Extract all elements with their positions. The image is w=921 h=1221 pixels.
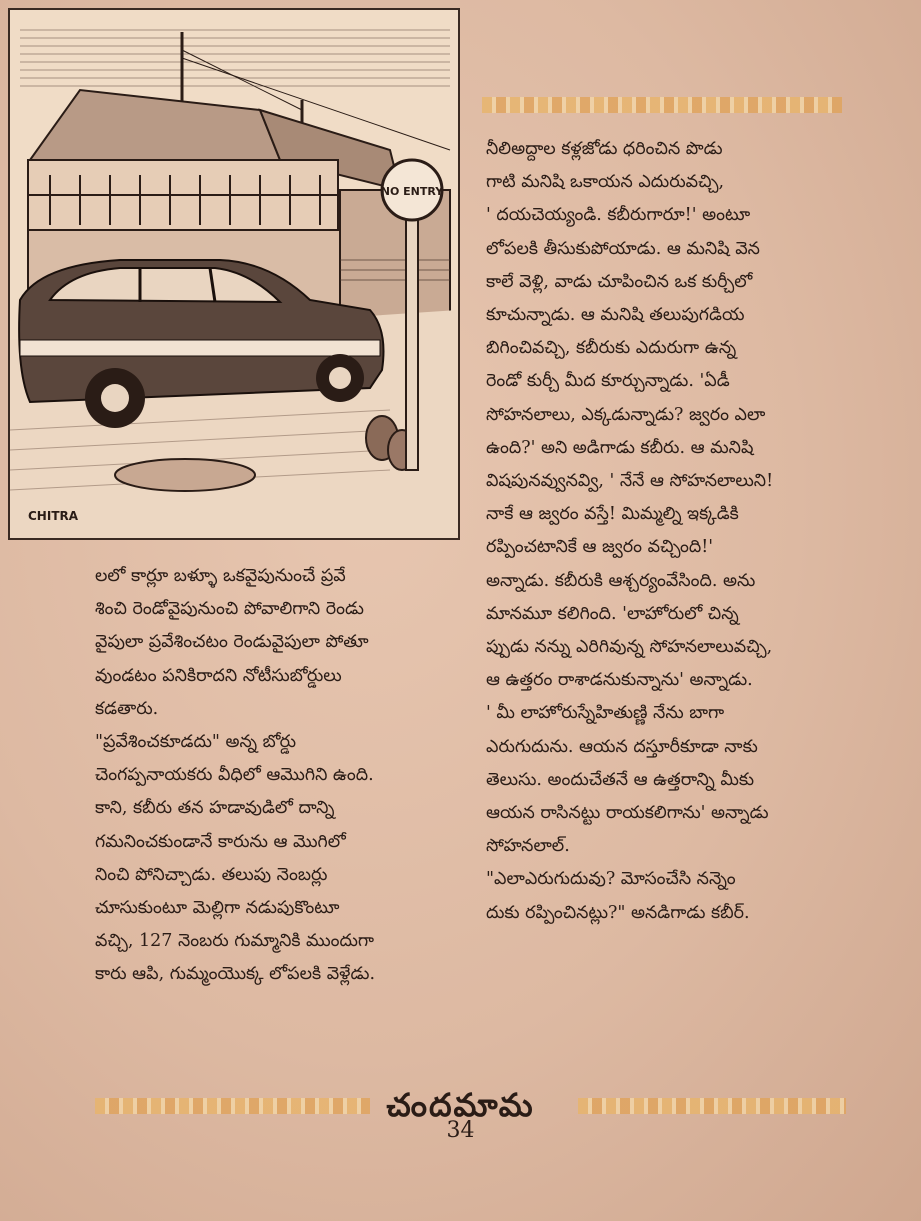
decorative-border-top <box>482 97 842 113</box>
street-illustration <box>8 8 460 540</box>
right-column-text: నీలిఅద్దాల కళ్లజోడు ధరించిన పొడు గాటి మనిషి ఒకాయన ఎదురువచ్చి, ' దయచెయ్యండి. కబీరుగారూ!' అంటూ లోపలకి తీసుకుపోయాడు. ఆ మనిషి వెన కాలే వెళ్లి, వాడు చూపించిన ఒక కుర్చీలో కూచున్నాడు. ఆ మనిషి తలుపుగడియ బిగించివచ్చి, కబీరుకు ఎదురుగా ఉన్న రెండో కుర్చీ మీద కూర్చున్నాడు. 'ఏడీ సోహనలాలు, ఎక్కడున్నాడు? జ్వరం ఎలా ఉంది?' అని అడిగాడు కబీరు. ఆ మనిషి విషపునవ్వునవ్వి, ' నేనే ఆ సోహనలాలుని! నాకే ఆ జ్వరం వస్తే! మిమ్మల్ని ఇక్కడికి రప్పించటానికే ఆ జ్వరం వచ్చింది!' అన్నాడు. కబీరుకి ఆశ్చర్యంవేసింది. అను మానమూ కలిగింది. 'లాహోరులో చిన్న ప్పుడు నన్ను ఎరిగివున్న సోహనలాలువచ్చి, ఆ ఉత్తరం రాశాడనుకున్నాను' అన్నాడు. ' మీ లాహోరుస్నేహితుణ్ణి నేను బాగా ఎరుగుదును. ఆయన దస్తూరీకూడా నాకు తెలుసు. అందుచేతనే ఆ ఉత్తరాన్ని మీకు ఆయన రాసినట్టు రాయకలిగాను' అన్నాడు సోహనలాల్. "ఎలాఎరుగుదువు? మోసంచేసి నన్నెం దుకు రప్పించినట్లు?" అనడిగాడు కబీర్. <box>486 139 774 923</box>
car-street-drawing <box>10 10 458 538</box>
no-entry-sign-text: NO ENTRY <box>380 185 444 198</box>
artist-signature: CHITRA <box>28 509 79 523</box>
page-number: 34 <box>446 1118 475 1143</box>
magazine-title: చందమామ <box>386 1086 535 1124</box>
left-column-text: లలో కార్లూ బళ్ళూ ఒకవైపునుంచే ప్రవే శించి రెండోవైపునుంచి పోవాలిగాని రెండు వైపులా ప్రవేశించటం రెండువైపులా పోతూ వుండటం పనికిరాదని నోటీసుబోర్డులు కడతారు. "ప్రవేశించకూడదు" అన్న బోర్డు చెంగప్పనాయకరు వీధిలో ఆమొగిని ఉంది. కాని, కబీరు తన హడావుడిలో దాన్ని గమనించకుండానే కారును ఆ మొగిలో నించి పోనిచ్చాడు. తలుపు నెంబర్లు చూసుకుంటూ మెల్లిగా నడుపుకొంటూ వచ్చి, 127 నెంబరు గుమ్మానికి ముందుగా కారు ఆపి, గుమ్మంయొక్క లోపలకి వెళ్లేడు. <box>95 566 376 985</box>
